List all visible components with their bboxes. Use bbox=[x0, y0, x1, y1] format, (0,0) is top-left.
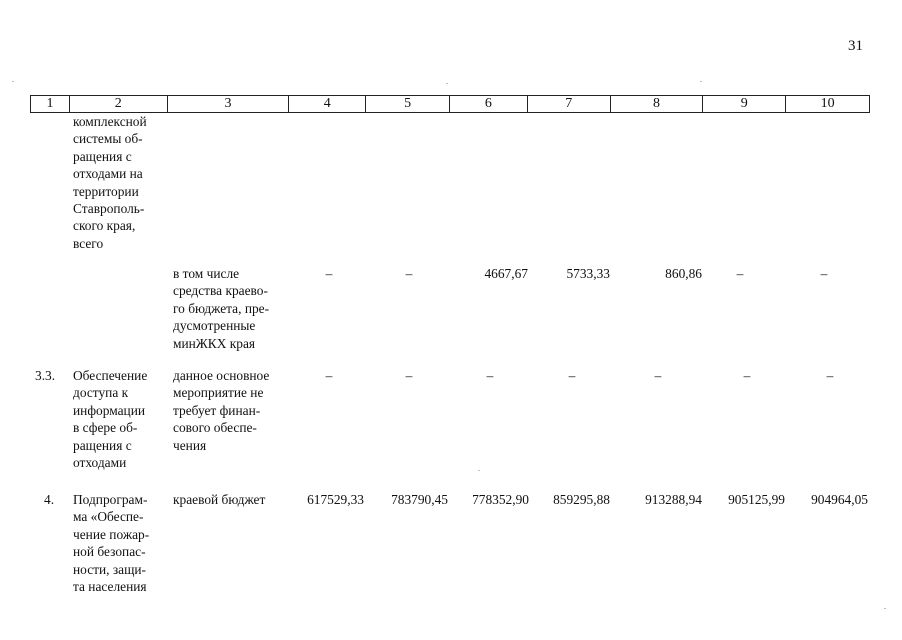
source-line: дусмотренные bbox=[173, 318, 256, 334]
header-col-7: 7 bbox=[528, 96, 611, 112]
scan-speck bbox=[12, 81, 14, 82]
row-4-col8: 913288,94 bbox=[645, 492, 702, 507]
source-line: средства краево- bbox=[173, 283, 268, 299]
header-col-3: 3 bbox=[168, 96, 290, 112]
row-3-3-col9: – bbox=[743, 368, 751, 383]
source-line: мероприятие не bbox=[173, 385, 264, 401]
name-line: доступа к bbox=[73, 385, 129, 401]
name-line: комплексной bbox=[73, 114, 147, 129]
row-4-name bbox=[73, 491, 163, 595]
source-line: минЖКХ края bbox=[173, 335, 256, 351]
source-line: требует финан- bbox=[173, 402, 261, 418]
row-krai-share-col8: 860,86 bbox=[665, 266, 702, 281]
row-krai-share-col7: 5733,33 bbox=[566, 266, 610, 281]
row-4-source: краевой бюджет bbox=[173, 492, 266, 507]
row-3-3-col5: – bbox=[405, 368, 413, 383]
row-4-number: 4. bbox=[44, 492, 55, 507]
name-line: ращения с bbox=[73, 148, 132, 164]
row-krai-share-col10: – bbox=[820, 266, 828, 281]
name-line: отходами bbox=[73, 455, 127, 471]
row-krai-share-col6: 4667,67 bbox=[484, 266, 528, 281]
row-3-3-source bbox=[173, 367, 285, 454]
header-col-9: 9 bbox=[703, 96, 786, 112]
scan-speck bbox=[884, 608, 886, 609]
row-3-3-col4: – bbox=[325, 368, 333, 383]
row-4-col7: 859295,88 bbox=[553, 492, 610, 507]
row-3-3-col10: – bbox=[826, 368, 834, 383]
header-col-4: 4 bbox=[289, 96, 366, 112]
name-line: информации bbox=[73, 402, 146, 418]
row-3-3-col6: – bbox=[486, 368, 494, 383]
header-col-10: 10 bbox=[820, 96, 835, 111]
row-krai-share-col9: – bbox=[736, 266, 744, 281]
name-line: ращения с bbox=[73, 437, 132, 453]
name-line: в сфере об- bbox=[73, 420, 138, 436]
source-line: го бюджета, пре- bbox=[173, 300, 270, 316]
name-line: территории bbox=[73, 183, 139, 199]
row-krai-share-source bbox=[173, 265, 285, 352]
scan-speck bbox=[446, 83, 448, 84]
row-4-col10: 904964,05 bbox=[811, 492, 868, 507]
row-4-col5: 783790,45 bbox=[391, 492, 448, 507]
name-line: всего bbox=[73, 235, 104, 251]
row-4-col9: 905125,99 bbox=[728, 492, 785, 507]
page-number: 31 bbox=[848, 38, 863, 54]
source-line: сового обеспе- bbox=[173, 420, 257, 436]
name-line: ма «Обеспе- bbox=[73, 509, 144, 525]
row-3-3-col8: – bbox=[654, 368, 662, 383]
header-col-5: 5 bbox=[366, 96, 450, 112]
header-col-8: 8 bbox=[611, 96, 704, 112]
row-3-3-name bbox=[73, 367, 163, 471]
name-line: Обеспечение bbox=[73, 368, 148, 383]
source-line: чения bbox=[173, 437, 207, 453]
row-4-col6: 778352,90 bbox=[472, 492, 529, 507]
row-krai-share-col5: – bbox=[405, 266, 413, 281]
scan-speck bbox=[700, 81, 702, 82]
name-line: системы об- bbox=[73, 131, 143, 147]
row-4-col4: 617529,33 bbox=[307, 492, 364, 507]
header-col-6: 6 bbox=[450, 96, 528, 112]
source-line: данное основное bbox=[173, 368, 270, 383]
header-col-2: 2 bbox=[70, 96, 168, 112]
header-col-1: 1 bbox=[31, 96, 70, 112]
row-3-3-number: 3.3. bbox=[35, 368, 56, 383]
scan-speck bbox=[478, 470, 480, 471]
name-line: Подпрограм- bbox=[73, 492, 148, 507]
name-line: та населения bbox=[73, 579, 147, 595]
row-3-3-col7: – bbox=[568, 368, 576, 383]
name-line: Ставрополь- bbox=[73, 201, 145, 217]
name-line: ности, защи- bbox=[73, 561, 147, 577]
name-line: ной безопас- bbox=[73, 544, 146, 560]
name-line: ского края, bbox=[73, 218, 136, 234]
table-header-row bbox=[30, 95, 870, 113]
name-line: чение пожар- bbox=[73, 526, 150, 542]
row-krai-share-col4: – bbox=[325, 266, 333, 281]
name-line: отходами на bbox=[73, 166, 143, 182]
source-line: в том числе bbox=[173, 266, 240, 281]
row-continuation-name bbox=[73, 113, 163, 252]
